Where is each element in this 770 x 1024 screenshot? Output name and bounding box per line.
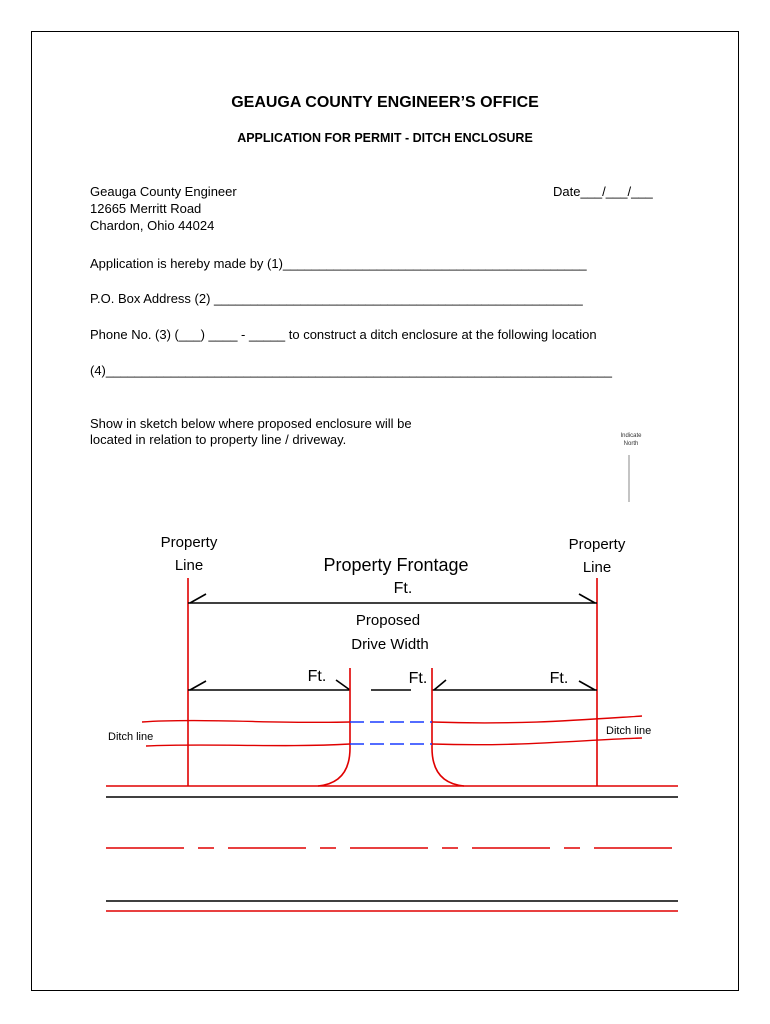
right-property-label-2: Line [582, 559, 612, 576]
ditch-line-right-label: Ditch line [606, 725, 652, 737]
sketch-instruction-line-2: located in relation to property line / driveway. [90, 432, 347, 447]
ft-right-label: Ft. [549, 670, 569, 687]
sketch-instruction-line-1: Show in sketch below where proposed enclosure will be [90, 416, 412, 431]
po-box-field[interactable]: P.O. Box Address (2) ___________________________________________________ [90, 291, 583, 306]
ft-middle-label: Ft. [408, 670, 428, 687]
frontage-arrow-right [579, 594, 595, 603]
left-setback-arrow-left [190, 681, 206, 690]
right-setback-arrow-left [434, 680, 446, 690]
north-label-line-1: Indicate [620, 433, 642, 439]
left-property-label-1: Property [160, 534, 218, 551]
ditch-line-lower-right [432, 738, 642, 745]
phone-field[interactable]: Phone No. (3) (___) ____ - _____ to construct a ditch enclosure at the following location [90, 327, 597, 342]
page-title: GEAUGA COUNTY ENGINEER’S OFFICE [231, 94, 539, 111]
frontage-label: Property Frontage [323, 555, 469, 575]
ditch-line-upper-left [142, 721, 350, 723]
proposed-label-1: Proposed [355, 612, 421, 629]
ft-left-label: Ft. [307, 668, 327, 685]
address-line-3: Chardon, Ohio 44024 [90, 218, 215, 233]
north-label-line-2: North [623, 441, 639, 447]
applicant-field[interactable]: Application is hereby made by (1)__________________________________________ [90, 256, 587, 271]
ditch-line-lower-left [146, 744, 350, 746]
form-subtitle: APPLICATION FOR PERMIT - DITCH ENCLOSURE [237, 131, 533, 145]
date-field[interactable]: Date___/___/___ [553, 184, 653, 199]
address-line-1: Geauga County Engineer [90, 184, 237, 199]
frontage-unit: Ft. [393, 580, 413, 597]
left-setback-arrow-right [336, 680, 350, 690]
right-property-label-1: Property [568, 536, 626, 553]
ditch-line-upper-right [432, 716, 642, 723]
location-field[interactable]: (4)______________________________________________________________________ [90, 363, 612, 378]
ditch-line-left-label: Ditch line [108, 731, 154, 743]
frontage-arrow-left [190, 594, 206, 603]
right-setback-arrow-right [579, 681, 595, 690]
proposed-label-2: Drive Width [351, 636, 429, 653]
address-line-2: 12665 Merritt Road [90, 201, 202, 216]
left-property-label-2: Line [174, 557, 204, 574]
driveway-right-edge [432, 668, 464, 786]
